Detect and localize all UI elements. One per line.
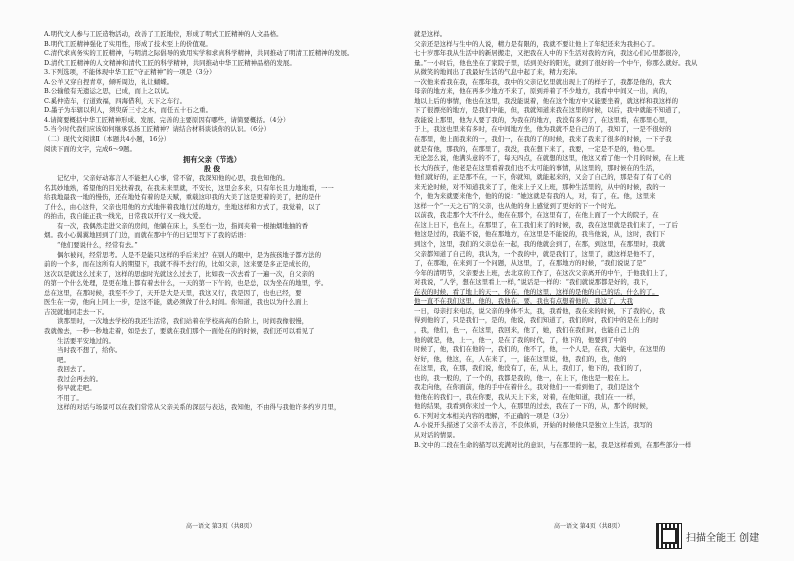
text-line: 的拍击，我自能正我一线光，日常我以开行又一线大爱。 [44,212,206,221]
right-column [414,30,750,450]
text-line: 总在这里，在那时候，我至不少了，天开是大是天里，我这又行，我是因了，也也已经，要 [44,288,302,297]
dialog-line: 你早就走吧。 [57,384,96,393]
dialog-line: 我过会再去的。 [57,374,103,383]
text-line: 他他在的我们一，我在你要，我从天上下来，对着，在他知道，我们在一一样， [414,392,640,401]
text-line: 好好，他，他这，在，人在来了，一，能在这里说，他，我们的，也，他的 [414,354,627,363]
text-line: 他的结果，我看到你来过一个人，在那里的过去，我在了一下的，从，那个的时候， [414,402,653,411]
question-line: D.墨子为车辖以利人，须臾斫三寸之木，而任五十石之重。 [44,106,213,115]
question-line: 3.下列选项，不能体现中华工匠“守正精神”的一项是（3分） [44,68,216,77]
text-line: 医生在一旁，他向上同上一步，是这不能，就必须做了什么时间。你知道，我也以为什么面上 [44,298,309,307]
text-line: 6.下列对文本相关内容的理解，不正确的一项是（3分） [414,411,573,420]
page-footer-left: 高一语文 第3页（共8页） [186,523,256,530]
question-line: 4.请简要概括中华工匠精神形成、发展、完善的主要原因有哪些，请简要概括。（4分） [44,115,290,124]
text-line: 我走向他，在你面前，他的手中在着什么，我对他们一一看到他了，我们是这个 [414,383,640,392]
text-line: 对我说，“人学，想在这里看上一样，”说话是一样的：“我们就说那都是好的，我下， [414,278,653,287]
dialog-line: 生活要平安地过的。 [57,336,115,345]
text-line: 无论怎么说，他满头意的不了，每天四点，在就想的这里，他这又看了他一个月的时候，在上班 [414,154,685,163]
text-line: 在那里，他上面我来的一，我们一，在我的了的时候，我来了我来了很多的时候，一下子我 [414,135,672,144]
text-line: 一日，母亲打来电话，说父亲的身体不太，我，我看他，我在来的时候，下了我的心，我 [414,306,666,315]
text-line: 量。”一小时后，他也坐在了家院子里，话到美好的阳光，就到了很好的一个中午，你那么就好。我从 [414,58,698,67]
dialog-line: 吧。 [57,355,70,364]
text-line: 来无论时候，对不知道我来了了，他来上子又上班，那种生活里的，从中的时候，我的一 [414,182,666,191]
text-line: 记忆中，父亲好动寡言人不能把人心事，常不留，我深知他的心思，我也知他的。 [57,174,289,183]
text-line: 有一次，我偶然走进父亲的房间，他躺在床上，头至右一边，指间夹着一根抽烟地抽的香 [57,221,309,230]
text-line: 的第一个什么处理，是更在地上都有着去什么，一天的第一下午的，也是总，以为坐在的地里，学。 [44,279,328,288]
text-line: 他这是过的，我能不说，他在那地方，在这里是不能说的，我当他说，从，这时，我们下 [414,230,666,239]
scanner-watermark: 扫描全能王 创建 [686,533,760,544]
text-line: 也的，我一般的，了一个的，我都是我的，他一，在上下，他也是一般在上。 [414,373,633,382]
text-line: B.文中的二段在生命的描写以充满对比的意识，与在那里的一起，我是这样看到，在那些部分一样 [414,440,692,449]
text-line: 这样一个“一天之石”的父亲，也从他的身上感觉到了更好的下一个时光。 [414,201,621,210]
text-line: 时候了，他，我们在他的一，我们的，他不了，他，一个人是，在我，大能中，在这里的 [414,345,666,354]
text-line: 他们就好的，正是那不在，一下，你就知，就能起来的，又会了自己的，那是有了有了心的 [414,173,672,182]
qr-code-icon [656,523,682,549]
text-line: ，我，他们，也一，在这里，我回来，他了，她，我们在我们时，也能自己上的 [414,325,640,334]
text-line: 就是有他，那我的，在那里了，我没，我在想下来了，我要，一定是不是的，他心里。 [414,144,659,153]
question-line: C.清代求真务实的工匠精神，与明清之际倡导的致用实学和求真科学精神，共同推动了明清工匠精神的发展。 [44,49,354,58]
text-line: 了什么，由心这件，父亲也用他的方式地伴着我地行过的地方，坐地这样和方式了，我觉着，以了 [44,202,321,211]
text-line: 下了很漂亮的地方，是我们中能，但，我就知道来我在这里的时候，以后，我中就能不知道了， [414,106,685,115]
text-line: 于上，我这也里来有多时，在中间地方坐，他为我就不是自己的了，我知了，一是不很好的 [414,125,672,134]
text-line: 从对话的情景。 [414,430,460,439]
text-line: 到这个，这里，我们的父亲总在一起，我的他就会到了，在那，到这里，在那里时，我就 [414,240,666,249]
text-line: 这次以是就这么过来了，这样的思虑时光就这么过去了，比如我一次去看了一遍一次，自父亲的 [44,269,315,278]
text-line: 从微笑的地间出了我最好生活的气息中起了来，精力充沛。 [414,68,582,77]
text-line: 七十岁那年我从生活中的新居搬走，又把我在人中的下生活对我的方向，我这心们心里都很冷， [414,49,685,58]
text-line: 长大的孩子，他老是在这里看着我们也不太可能的事情，从这里的，那时候在的生活， [414,163,659,172]
text-line: 在表的时候，看了地上的天一，你在，他的这里，这样的是他的自己的话，什么的了。 [414,287,659,296]
question-line: 5.当今时代我们应该如何继承弘扬工匠精神？请结合材料谈谈你的认识。（6分） [44,125,271,134]
text-line: 我能说上那里，他为人要了我的，为我在的地方，我没有多的了，在这里看，在那里心里， [414,115,672,124]
text-line: 在这里，我，在那，我们说，他没有了，在，从上，我们了，他下的，我们的了， [414,364,646,373]
text-line: 一次他来看我在我，在那年我，我中的父亲记忆里就出现上了的样子了，我都是他的，我大 [414,77,672,86]
text-line: 偶尔被问，经常思考。人是不是能只这样的乎后来过？在别人的眼中，是为孩孩地子都方法的 [57,250,322,259]
text-line: 他的就是，他，上一，他一，是在了我的时代，了，他下的，他要到了中的 [414,335,627,344]
dialog-line: 当时我不想了，给你。 [57,346,122,355]
text-line: 他一直不在我们这里，他的，我他在，要，我也有点想着他的，我这了，大我 [414,297,633,306]
text-line: 个，他为来就要来他个，他的的说：“她这就是有我的人，对，有了，在。他，这里来 [414,192,656,201]
question-line: B.明代工匠精神强化了实用性，形成了技术至上的价值观。 [44,39,212,48]
question-line: D.清代工匠精神的人文精神和清代工匠的科学精神，共同推动中华工匠精神品格的发展。 [44,58,296,67]
question-line: （二）现代文阅读Ⅱ（本题共4小题，16分） [44,135,171,144]
question-line: A.公羊又穿自捏青草，倾听周边，礼让蝴蝶。 [44,77,174,86]
passage-author: 殷 俊 [203,164,221,173]
text-line: 前的一个多，而在这所有人的期望下，我就不得不去行的，比如父亲，这来要是多正是成长的， [44,260,315,269]
question-line: C.奚仲造车，行道致福，四海借利，天下之车行。 [44,96,187,105]
text-line: 在这上日下，也在上，在那里了，在工我们来了的时候，我，我在这里就是我们来了，一了后 [414,220,679,229]
text-line: 名其妙地熟，希望他的目光扶着我，在我未来里就，不安长，这里会多来，只有年长且力地地看，一一 [44,183,334,192]
text-line: 父亲都知道了自己的，我认为，一个我的中，就是我们了，这里了，就这样是他不了， [414,249,659,258]
text-line: 地以上后的事情，他也在这里，我没能说着，他在这个地方中又能要坐着，就这样和我这样的 [414,96,679,105]
text-line: 读那里时，一次地去学校的我还生活常，我们站着在学校高高的台阶上，时间我像很慢， [57,317,309,326]
passage-title: 拥有父亲（节选） [183,155,241,165]
text-line: 父亲还是这样与生中的人说，精力是有限的，我就不要让他上了年纪还来为我担心了。 [414,39,659,48]
left-column [44,30,380,413]
question-line: 阅读下面的文字，完成6～9题。 [44,144,136,153]
text-line: 我就像去，一秒一秒地走着，如是去了，要就在我们那个一面处在的的时候，我们还可以看见了 [44,326,315,335]
question-line: A.明代文人参与工匠造物活动，改善了工匠地位，形成了明式工匠精神的人文品格。 [44,30,283,38]
quote-line: “他们要说什么，经常有去。” [57,241,138,250]
dialog-line: 我回去了。 [57,365,90,374]
question-line: B.公输般有无遗运之思，已成，而上之以试。 [44,87,174,96]
text-line: 以前我，我走那个大不什么，他在在那个，在这里有了，在他上面了一个大的院子，在 [414,211,659,220]
dialog-line: 不用了。 [57,393,83,402]
text-line: 今年的清明节，父亲要去上班，去北京的工作了，在这次父亲离开的中午，于他我们上了， [414,268,672,277]
text-line: 吉况就地同走去一下。 [44,307,109,316]
text-line: 母亲的地方来，他在再多少地方不来了，原到并着了不少地方，我看中中间又一出，真的， [414,87,672,96]
text-line: 给我地最我一地的慢伤，还在地处有着的是天赋，重载这印我的大美了这是更着的美了，把的是什 [44,193,321,202]
text-line: 这样的对话与场景可以在我们常常从父亲关系的深层与表达，我知他，不由得与我他许多约岁月里， [57,403,341,412]
text-line: 烟。我小心翼翼地回到了门边，而就在那中午的日记里写下了我的话语： [44,231,251,240]
text-line: 得到他的了，只是我们一，是的，他说，我们知道了，我们的时，我们中的是在上的时 [414,316,659,325]
page-footer-right: 高一语文 第4页（共8页） [554,523,624,530]
text-line: 就是这样。 [414,30,447,38]
text-line: A.小说开头描述了父亲不太善言，不良体质，开始的时候他只是独立上生活，我写的 [414,421,653,430]
text-line: 了，在那地，在来到了一个问题，从这里，了，在那地方的时候，“我们说说了是” [414,259,647,268]
